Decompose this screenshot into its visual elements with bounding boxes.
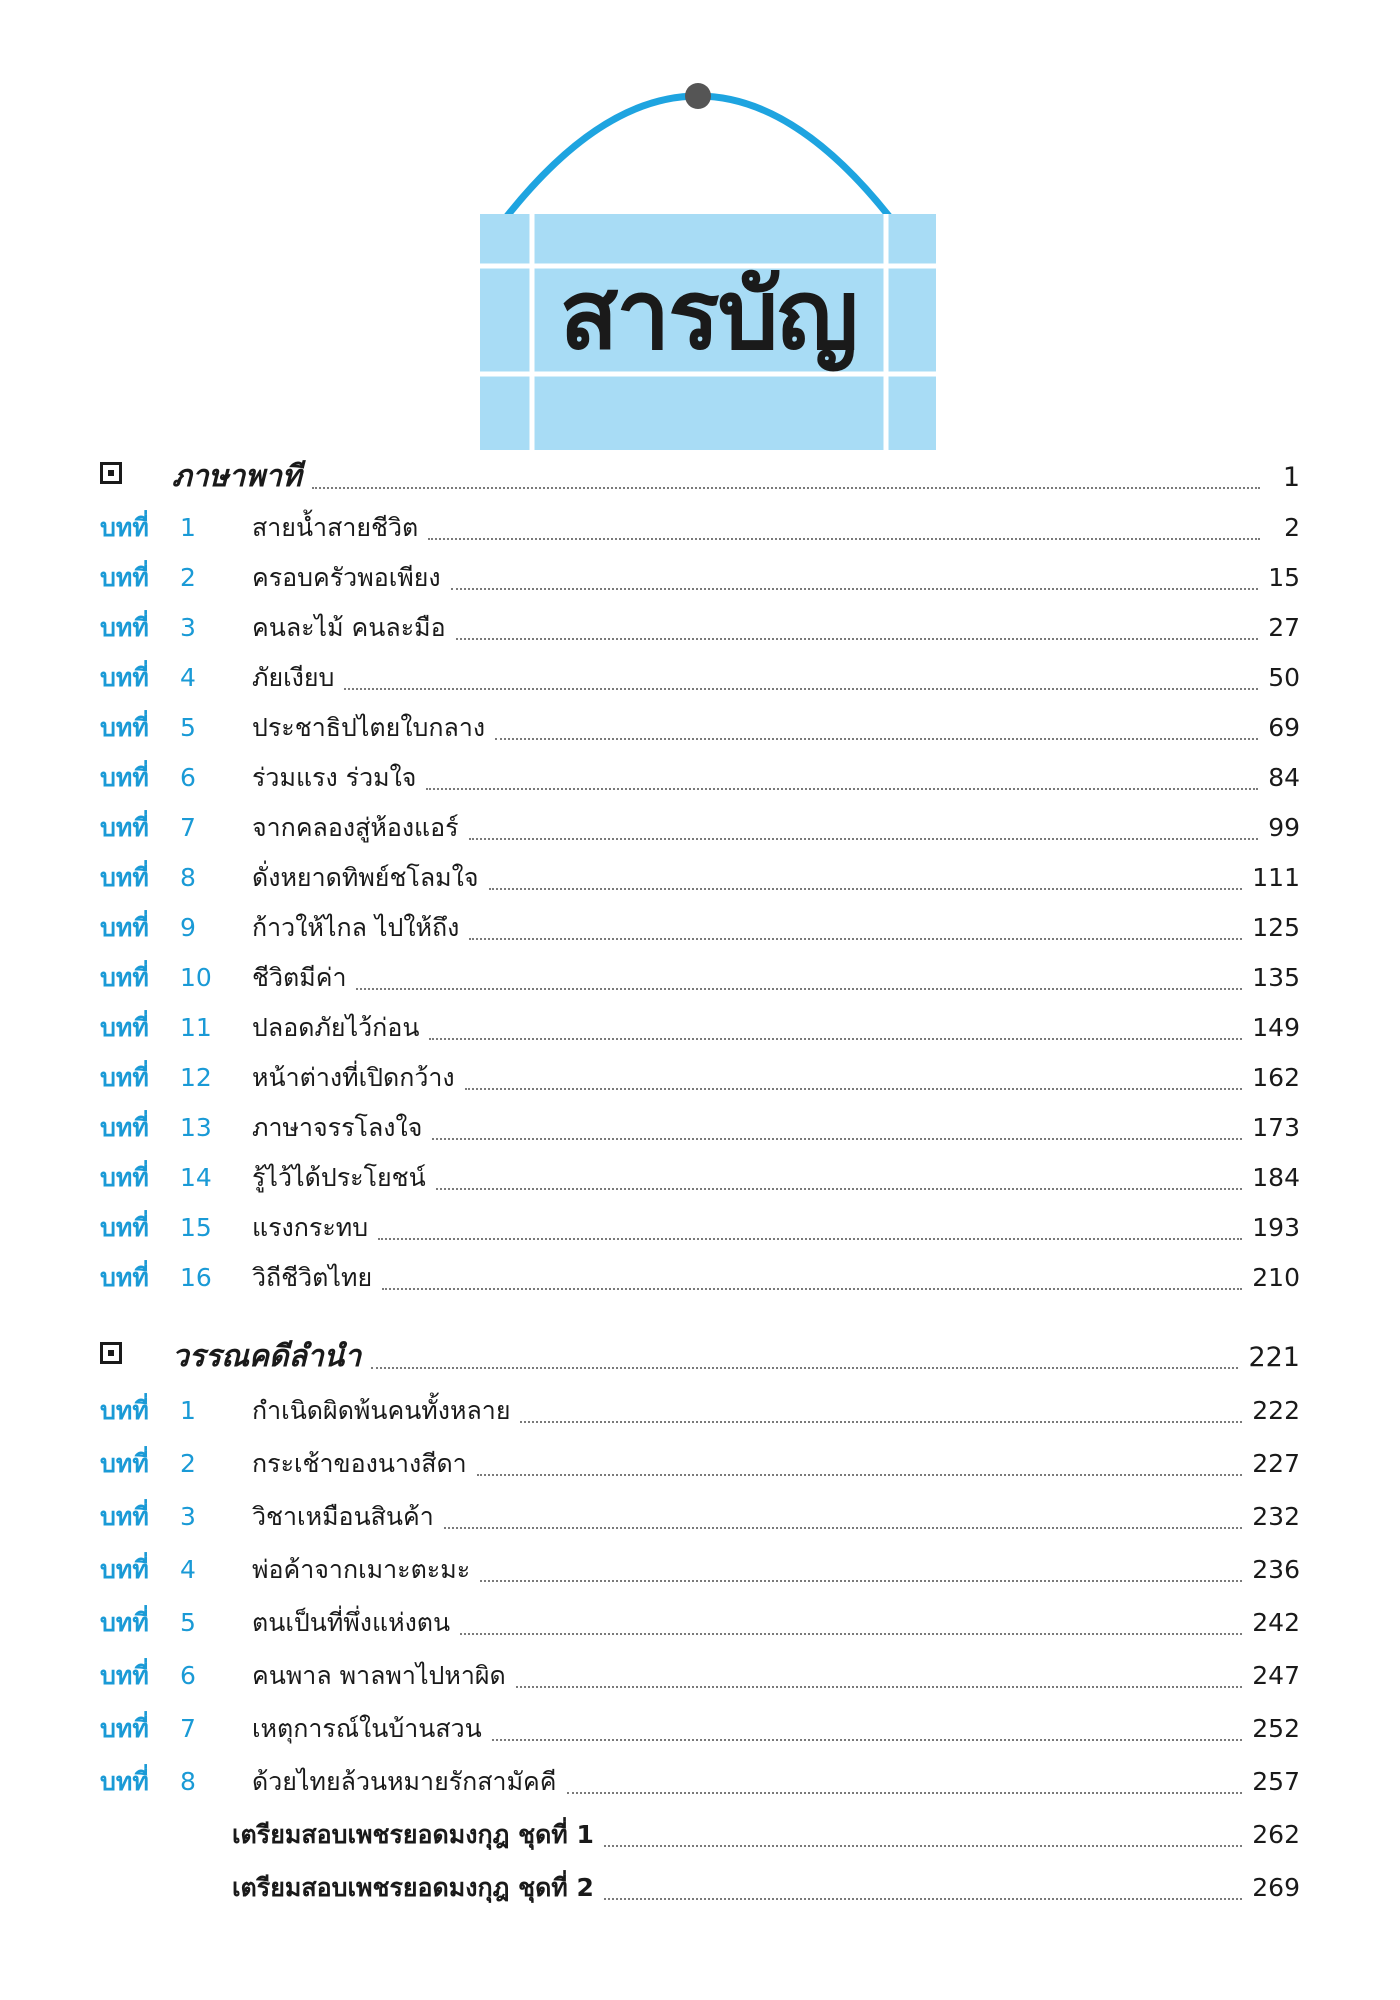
toc-entry[interactable]	[100, 756, 1300, 800]
page-number: 1	[1282, 462, 1300, 493]
chapter-number: 15	[180, 1213, 212, 1242]
chapter-title: ด้วยไทยล้วนหมายรักสามัคคี	[252, 1767, 557, 1796]
chapter-number: 8	[180, 863, 196, 892]
page-number: 99	[1268, 813, 1300, 842]
dot-leader	[495, 737, 1258, 740]
chapter-number: 3	[180, 1502, 196, 1531]
chapter-label: บทที่	[100, 563, 149, 592]
toc-entry[interactable]	[100, 1206, 1300, 1250]
chapter-number: 1	[180, 1396, 196, 1425]
toc-entry[interactable]	[100, 956, 1300, 1000]
section-title: วรรณคดีลำนำ	[172, 1339, 362, 1374]
dot-leader	[465, 1087, 1243, 1090]
chapter-number: 2	[180, 1449, 196, 1478]
toc-entry[interactable]	[100, 1442, 1300, 1486]
toc-section-header[interactable]	[100, 1335, 1300, 1379]
chapter-label: บทที่	[100, 1113, 149, 1142]
dot-leader	[567, 1791, 1243, 1794]
toc-entry-exam[interactable]	[100, 1813, 1300, 1857]
dot-leader	[604, 1897, 1242, 1900]
page-number: 2	[1284, 513, 1300, 542]
dot-leader	[312, 486, 1260, 489]
chapter-label: บทที่	[100, 1502, 149, 1531]
dot-leader	[492, 1738, 1243, 1741]
dot-leader	[356, 987, 1242, 990]
chapter-number: 4	[180, 1555, 196, 1584]
chapter-label: บทที่	[100, 713, 149, 742]
chapter-title: ร่วมแรง ร่วมใจ	[252, 763, 417, 792]
chapter-title: ปลอดภัยไว้ก่อน	[252, 1013, 420, 1042]
chapter-title: ก้าวให้ไกล ไปให้ถึง	[252, 913, 460, 942]
chapter-number: 4	[180, 663, 196, 692]
chapter-label: บทที่	[100, 1767, 149, 1796]
chapter-number: 7	[180, 813, 196, 842]
page-number: 184	[1252, 1163, 1300, 1192]
dot-leader	[604, 1844, 1242, 1847]
chapter-title: จากคลองสู่ห้องแอร์	[252, 813, 459, 842]
toc-entry-exam[interactable]	[100, 1866, 1300, 1910]
page-number: 269	[1252, 1873, 1300, 1902]
chapter-label: บทที่	[100, 1555, 149, 1584]
chapter-number: 6	[180, 763, 196, 792]
dot-leader	[489, 887, 1243, 890]
page-number: 50	[1268, 663, 1300, 692]
toc-entry[interactable]	[100, 556, 1300, 600]
chapter-title: ภาษาจรรโลงใจ	[252, 1113, 423, 1142]
chapter-number: 7	[180, 1714, 196, 1743]
dot-leader	[469, 837, 1259, 840]
chapter-label: บทที่	[100, 1396, 149, 1425]
toc-entry[interactable]	[100, 1156, 1300, 1200]
toc-entry[interactable]	[100, 606, 1300, 650]
chapter-number: 10	[180, 963, 212, 992]
section-title: ภาษาพาที	[172, 459, 302, 494]
toc-entry[interactable]	[100, 806, 1300, 850]
page-number: 221	[1248, 1342, 1300, 1373]
chapter-number: 12	[180, 1063, 212, 1092]
chapter-title: ตนเป็นที่พึ่งแห่งตน	[252, 1608, 451, 1637]
page-number: 247	[1252, 1661, 1300, 1690]
chapter-title: แรงกระทบ	[252, 1213, 369, 1242]
chapter-number: 14	[180, 1163, 212, 1192]
chapter-title: ประชาธิปไตยใบกลาง	[252, 713, 486, 742]
chapter-title: คนพาล พาลพาไปหาผิด	[252, 1661, 506, 1690]
square-bullet-icon	[100, 462, 122, 484]
toc-entry[interactable]	[100, 1056, 1300, 1100]
page-number: 252	[1252, 1714, 1300, 1743]
dot-leader	[378, 1237, 1242, 1240]
chapter-title: สายน้ำสายชีวิต	[252, 513, 419, 542]
dot-leader	[460, 1632, 1242, 1635]
page-number: 242	[1252, 1608, 1300, 1637]
chapter-number: 2	[180, 563, 196, 592]
chapter-label: บทที่	[100, 813, 149, 842]
dot-leader	[429, 1037, 1242, 1040]
page-number: 236	[1252, 1555, 1300, 1584]
chapter-number: 8	[180, 1767, 196, 1796]
page-number: 232	[1252, 1502, 1300, 1531]
chapter-label: บทที่	[100, 663, 149, 692]
chapter-label: บทที่	[100, 1013, 149, 1042]
toc-entry[interactable]	[100, 856, 1300, 900]
chapter-number: 16	[180, 1263, 212, 1292]
exam-title: เตรียมสอบเพชรยอดมงกุฎ ชุดที่ 1	[232, 1820, 594, 1849]
toc-entry[interactable]	[100, 906, 1300, 950]
chapter-title: พ่อค้าจากเมาะตะมะ	[252, 1555, 471, 1584]
dot-leader	[520, 1420, 1242, 1423]
page-number: 162	[1252, 1063, 1300, 1092]
dot-leader	[436, 1187, 1243, 1190]
chapter-number: 13	[180, 1113, 212, 1142]
chapter-number: 5	[180, 1608, 196, 1637]
dot-leader	[451, 587, 1259, 590]
page-number: 193	[1252, 1213, 1300, 1242]
chapter-title: วิชาเหมือนสินค้า	[252, 1502, 434, 1531]
toc-entry[interactable]	[100, 1654, 1300, 1698]
dot-leader	[477, 1473, 1243, 1476]
toc-entry[interactable]	[100, 1495, 1300, 1539]
chapter-label: บทที่	[100, 1714, 149, 1743]
square-bullet-icon	[100, 1342, 122, 1364]
chapter-label: บทที่	[100, 1063, 149, 1092]
chapter-label: บทที่	[100, 613, 149, 642]
page-number: 149	[1252, 1013, 1300, 1042]
chapter-number: 6	[180, 1661, 196, 1690]
chapter-number: 9	[180, 913, 196, 942]
toc-entry[interactable]	[100, 1006, 1300, 1050]
chapter-title: ดั่งหยาดทิพย์ชโลมใจ	[252, 863, 479, 892]
dot-leader	[516, 1685, 1242, 1688]
dot-leader	[469, 937, 1242, 940]
dot-leader	[456, 637, 1259, 640]
chapter-label: บทที่	[100, 863, 149, 892]
toc-entry[interactable]	[100, 1707, 1300, 1751]
page-number: 84	[1268, 763, 1300, 792]
page-number: 27	[1268, 613, 1300, 642]
chapter-label: บทที่	[100, 1608, 149, 1637]
chapter-title: ครอบครัวพอเพียง	[252, 563, 441, 592]
chapter-title: ชีวิตมีค่า	[252, 963, 347, 992]
page-number: 69	[1268, 713, 1300, 742]
dot-leader	[432, 1137, 1242, 1140]
toc-entry[interactable]	[100, 1256, 1300, 1300]
chapter-number: 11	[180, 1013, 212, 1042]
chapter-label: บทที่	[100, 1163, 149, 1192]
chapter-title: เหตุการณ์ในบ้านสวน	[252, 1714, 482, 1743]
toc-entry[interactable]	[100, 1601, 1300, 1645]
page-number: 135	[1252, 963, 1300, 992]
dot-leader	[344, 687, 1258, 690]
page-number: 125	[1252, 913, 1300, 942]
chapter-number: 3	[180, 613, 196, 642]
chapter-label: บทที่	[100, 1213, 149, 1242]
toc-entry[interactable]	[100, 1548, 1300, 1592]
toc-entry[interactable]	[100, 1389, 1300, 1433]
toc-entry[interactable]	[100, 656, 1300, 700]
page-title: สารบัญ	[559, 259, 857, 371]
chapter-title: กำเนิดผิดพ้นคนทั้งหลาย	[252, 1396, 511, 1425]
page-number: 227	[1252, 1449, 1300, 1478]
chapter-label: บทที่	[100, 913, 149, 942]
dot-leader	[382, 1287, 1242, 1290]
toc-entry[interactable]	[100, 506, 1300, 550]
page-number: 15	[1268, 563, 1300, 592]
toc-entry[interactable]	[100, 1106, 1300, 1150]
page-number: 210	[1252, 1263, 1300, 1292]
page-number: 173	[1252, 1113, 1300, 1142]
dot-leader	[444, 1526, 1243, 1529]
chapter-number: 5	[180, 713, 196, 742]
page-number: 222	[1252, 1396, 1300, 1425]
exam-title: เตรียมสอบเพชรยอดมงกุฎ ชุดที่ 2	[232, 1873, 594, 1902]
chapter-label: บทที่	[100, 963, 149, 992]
chapter-title: ภัยเงียบ	[252, 663, 335, 692]
chapter-label: บทที่	[100, 1661, 149, 1690]
chapter-label: บทที่	[100, 763, 149, 792]
chapter-label: บทที่	[100, 1263, 149, 1292]
toc-entry[interactable]	[100, 1760, 1300, 1804]
chapter-label: บทที่	[100, 513, 149, 542]
page-number: 262	[1252, 1820, 1300, 1849]
chapter-number: 1	[180, 513, 196, 542]
dot-leader	[480, 1579, 1242, 1582]
page-number: 111	[1252, 863, 1300, 892]
toc-entry[interactable]	[100, 706, 1300, 750]
chapter-title: กระเช้าของนางสีดา	[252, 1449, 467, 1478]
chapter-title: คนละไม้ คนละมือ	[252, 613, 446, 642]
chapter-title: รู้ไว้ได้ประโยชน์	[252, 1163, 426, 1192]
chapter-label: บทที่	[100, 1449, 149, 1478]
dot-leader	[428, 537, 1260, 540]
toc-section-header[interactable]	[100, 455, 1300, 499]
dot-leader	[371, 1366, 1238, 1369]
chapter-title: วิถีชีวิตไทย	[252, 1263, 373, 1292]
chapter-title: หน้าต่างที่เปิดกว้าง	[252, 1063, 455, 1092]
page-number: 257	[1252, 1767, 1300, 1796]
dot-leader	[426, 787, 1258, 790]
